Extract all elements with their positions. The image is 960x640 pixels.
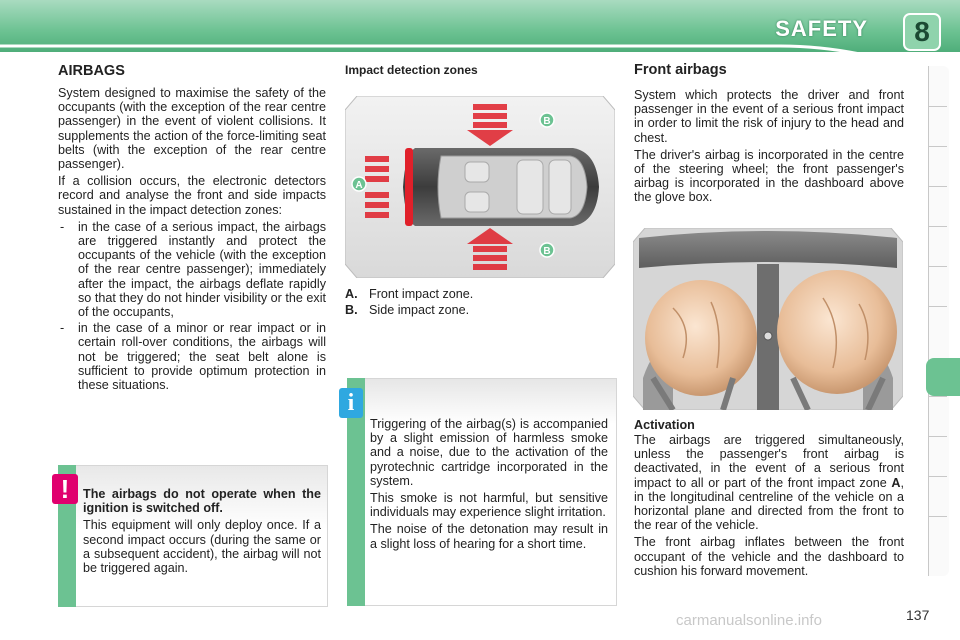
info-icon: i — [339, 388, 363, 418]
tab-divider — [929, 106, 947, 107]
marker-b-top-label: B — [543, 116, 551, 127]
activation-text: , in the longitudinal centreline of the vehicle on a horizontal plane and directed from the front to the rear of the vehicle. — [634, 475, 904, 533]
activation-paragraph — [634, 433, 904, 532]
car-impact-diagram — [345, 96, 615, 278]
tab-divider — [929, 436, 947, 437]
activation-text: The airbags are triggered simultaneously, unless the passenger's front airbag is deactivated, in the event of a serious front impact to all or part of the front impact zone — [634, 433, 904, 490]
tab-divider — [929, 226, 947, 227]
front-airbags-paragraph: System which protects the driver and front passenger in the event of a serious front impact in order to limit the risk of injury to the head and chest. — [634, 88, 904, 145]
tab-divider — [929, 516, 947, 517]
page-title: SAFETY — [775, 16, 868, 41]
collision-paragraph: If a collision occurs, the electronic detectors record and analyse the front and side impacts sustained in the impact detection zones: — [58, 174, 326, 217]
front-airbags-body — [634, 88, 904, 208]
front-impact-zone — [405, 148, 413, 226]
page-number: 137 — [906, 607, 930, 623]
passenger-airbag — [777, 270, 897, 394]
impact-cases-list — [58, 220, 326, 392]
activation-title: Activation — [634, 418, 695, 432]
tab-divider — [929, 266, 947, 267]
airbags-body — [58, 86, 326, 394]
tab-divider — [929, 306, 947, 307]
marker-b-bottom-label: B — [543, 246, 551, 257]
tab-divider — [929, 396, 947, 397]
tab-divider — [929, 476, 947, 477]
activation-body — [634, 433, 904, 581]
info-content — [370, 417, 608, 554]
legend-label: Front impact zone. — [369, 287, 474, 301]
inflation-paragraph: The front airbag inflates between the front occupant of the vehicle and the dashboard to cushion his forward movement. — [634, 535, 904, 578]
section-title-front-airbags: Front airbags — [634, 62, 727, 78]
chapter-number: 8 — [914, 16, 930, 47]
info-paragraph: The noise of the detonation may result in a slight loss of hearing for a short time. — [370, 522, 608, 551]
watermark: carmanualsonline.info — [676, 612, 822, 629]
warning-text: This equipment will only deploy once. If a second impact occurs (during the same or a subsequent accident), the airbag will not be triggered again. — [83, 518, 321, 576]
legend-label: Side impact zone. — [369, 303, 470, 317]
chapter-tab-strip[interactable] — [928, 66, 949, 576]
warning-exclamation-icon: ! — [52, 474, 78, 504]
tab-divider — [929, 146, 947, 147]
info-paragraph: Triggering of the airbag(s) is accompanied by a slight emission of harmless smoke and a noise, due to the activation of the pyrotechnic cartridge incorporated in the system. — [370, 417, 608, 488]
info-paragraph: This smoke is not harmful, but sensitive individuals may experience slight irritation. — [370, 491, 608, 520]
list-item: - in the case of a minor or rear impact or in certain roll-over conditions, the airbags will not be triggered; the seat belt alone is sufficient to provide optimum protection in these situations. — [58, 321, 326, 392]
legend-key: A. — [345, 287, 358, 301]
intro-paragraph: System designed to maximise the safety of the occupants (with the exception of the rear centre passenger) in the event of violent collisions. It supplements the action of the force-limiting seat belts (with the exception of the rear centre passenger). — [58, 86, 326, 172]
list-item: - in the case of a serious impact, the airbags are triggered instantly and protect the occupants of the vehicle (with the exception of the rear centre passenger); immediately after the impact, the airbags deflate rapidly so that they do not hinder visibility or the exit of the occupants, — [58, 220, 326, 319]
impact-zones-title: Impact detection zones — [345, 63, 478, 77]
header-swoosh — [0, 44, 960, 56]
legend-item-b — [345, 302, 615, 318]
warning-heading: The airbags do not operate when the ignition is switched off. — [83, 487, 321, 516]
legend-item-a — [345, 286, 615, 302]
front-airbags-illustration — [633, 228, 903, 410]
impact-legend — [345, 286, 615, 318]
warning-content — [83, 487, 321, 578]
chapter-tab-active[interactable] — [926, 358, 960, 396]
driver-airbag — [645, 280, 757, 396]
section-title-airbags: AIRBAGS — [58, 63, 125, 79]
front-airbags-paragraph: The driver's airbag is incorporated in the centre of the steering wheel; the front passenger's airbag is incorporated in the dashboard above the glove box. — [634, 147, 904, 205]
marker-a-label: A — [355, 180, 363, 191]
tab-divider — [929, 186, 947, 187]
activation-zone-key: A — [891, 475, 901, 490]
legend-key: B. — [345, 303, 358, 317]
